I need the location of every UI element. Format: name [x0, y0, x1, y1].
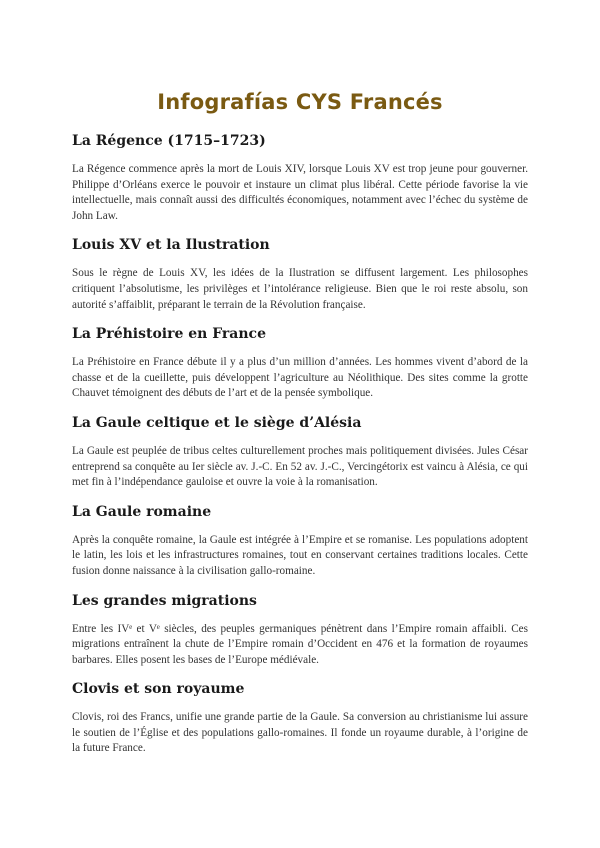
- section-paragraph: Entre les IVᵉ et Vᵉ siècles, des peuples germaniques pénètrent dans l’Empire romain affaibli. Ces migrations entraînent la chute de l’Empire romain d’Occident en 476 et la formation de royaumes barbares. Elles posent les bases de l’Europe médiévale.: [72, 622, 528, 666]
- document-title: Infografías CYS Francés: [157, 90, 443, 114]
- section-heading: La Préhistoire en France: [72, 326, 266, 343]
- section-heading: La Gaule celtique et le siège d’Alésia: [72, 414, 362, 431]
- section-grandes-migrations: [72, 592, 528, 669]
- section-paragraph: Sous le règne de Louis XV, les idées de la Ilustration se diffusent largement. Les philosophes critiquent l’absolutisme, les privilèges et l’intolérance religieuse. Bien que le roi reste absolu, son autorité s’affaiblit, préparant le terrain de la Révolution française.: [72, 267, 528, 311]
- section-louis-xv: [72, 236, 528, 313]
- section-prehistoire: [72, 325, 528, 402]
- section-heading: La Gaule romaine: [72, 503, 212, 520]
- section-gaule-romaine: [72, 503, 528, 580]
- section-regence: [72, 132, 528, 224]
- section-paragraph: Après la conquête romaine, la Gaule est intégrée à l’Empire et se romanise. Les populations adoptent le latin, les lois et les infrastructures romaines, tout en conservant certaines traditions locales. Cette fusion donne naissance à la civilisation gallo-romaine.: [72, 533, 528, 577]
- section-heading: Clovis et son royaume: [72, 681, 245, 698]
- section-paragraph: La Préhistoire en France débute il y a plus d’un million d’années. Les hommes vivent d’abord de la chasse et de la cueillette, puis développent l’agriculture au Néolithique. Des sites comme la grotte Chauvet témoignent des débuts de l’art et de la pensée symbolique.: [72, 356, 528, 400]
- section-gaule-celtique: [72, 414, 528, 491]
- section-heading: Les grandes migrations: [72, 592, 257, 609]
- section-paragraph: Clovis, roi des Francs, unifie une grande partie de la Gaule. Sa conversion au christianisme lui assure le soutien de l’Église et des populations gallo-romaines. Il fonde un royaume durable, à l’origine de la future France.: [72, 711, 528, 755]
- section-clovis: [72, 680, 528, 757]
- section-heading: La Régence (1715–1723): [72, 133, 266, 149]
- section-paragraph: La Gaule est peuplée de tribus celtes culturellement proches mais politiquement divisées. Jules César entreprend sa conquête au Ier siècle av. J.-C. En 52 av. J.-C., Vercingétorix est vaincu à Alésia, ce qui met fin à l’indépendance gauloise et ouvre la voie à la romanisation.: [72, 444, 528, 489]
- section-paragraph: La Régence commence après la mort de Louis XIV, lorsque Louis XV est trop jeune pour gouverner. Philippe d’Orléans exerce le pouvoir et instaure un climat plus libéral. Cette période favorise la vie intellectuelle, mais connaît aussi des difficultés économiques, notamment avec l’échec du système de John Law.: [72, 163, 528, 222]
- section-heading: Louis XV et la Ilustration: [72, 237, 270, 254]
- document-page: [72, 90, 528, 769]
